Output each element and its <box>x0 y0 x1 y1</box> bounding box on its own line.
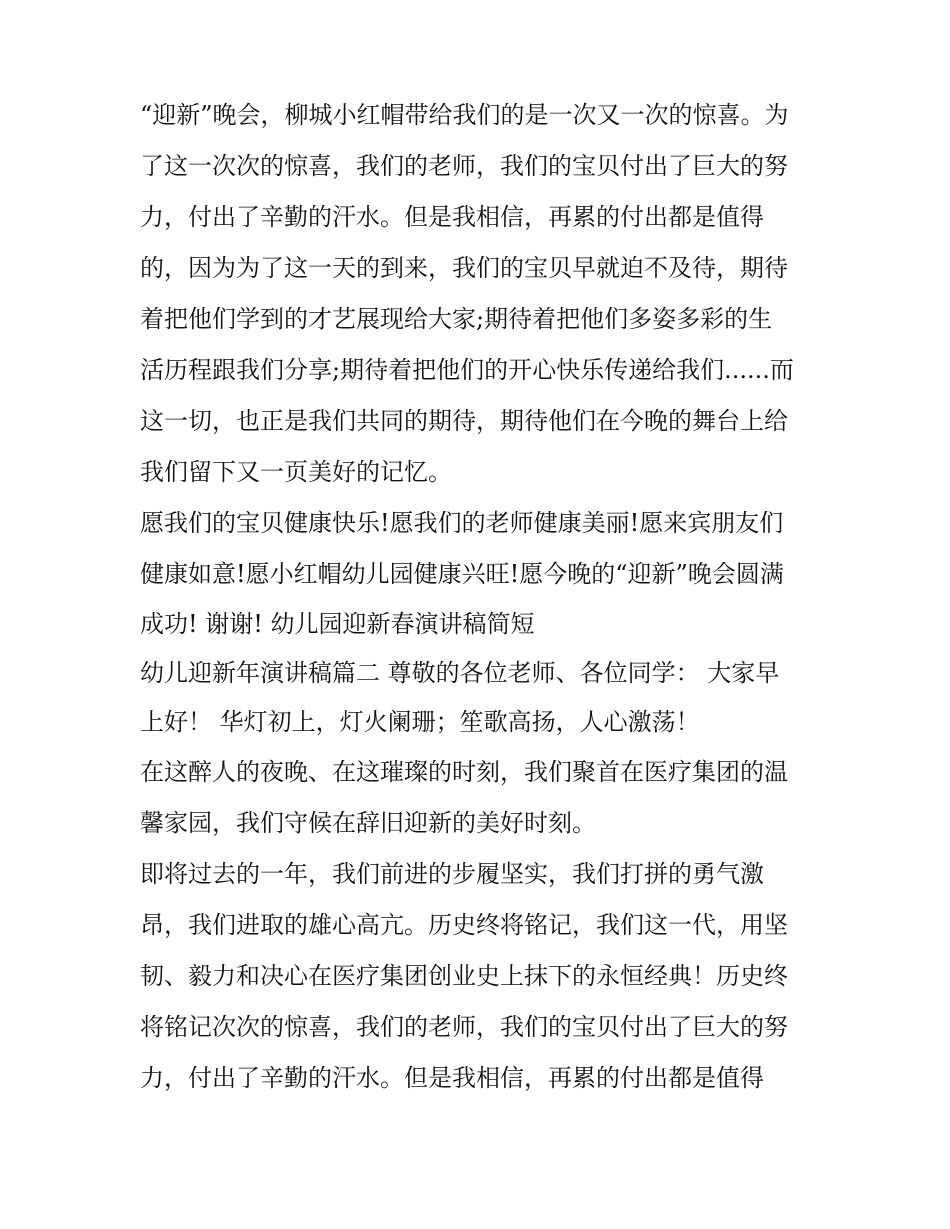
text-line: 幼儿迎新年演讲稿篇二 尊敬的各位老师、各位同学： 大家早 <box>140 659 780 687</box>
document-body <box>140 90 815 1104</box>
text-line: 上好！ 华灯初上，灯火阑珊；笙歌高扬，人心激荡！ <box>140 708 700 736</box>
text-line: 即将过去的一年，我们前进的步履坚实，我们打拼的勇气激 <box>140 860 764 888</box>
text-line: 活历程跟我们分享;期待着把他们的开心快乐传递给我们......而 <box>140 356 794 384</box>
text-line: 成功! 谢谢! 幼儿园迎新春演讲稿简短 <box>140 610 535 638</box>
text-line: 我们留下又一页美好的记忆。 <box>140 458 452 486</box>
text-line: 这一切，也正是我们共同的期待，期待他们在今晚的舞台上给 <box>140 407 788 435</box>
text-line: 将铭记次次的惊喜，我们的老师，我们的宝贝付出了巨大的努 <box>140 1013 788 1041</box>
text-line: 韧、毅力和决心在医疗集团创业史上抹下的永恒经典！历史终 <box>140 962 788 990</box>
text-line: 馨家园，我们守候在辞旧迎新的美好时刻。 <box>140 809 596 837</box>
text-line: “迎新”晚会，柳城小红帽带给我们的是一次又一次的惊喜。为 <box>140 101 789 129</box>
text-line: 在这醉人的夜晚、在这璀璨的时刻，我们聚首在医疗集团的温 <box>140 758 788 786</box>
text-line: 着把他们学到的才艺展现给大家;期待着把他们多姿多彩的生 <box>140 305 773 333</box>
text-line: 愿我们的宝贝健康快乐!愿我们的老师健康美丽!愿来宾朋友们 <box>140 509 784 537</box>
text-line: 力，付出了辛勤的汗水。但是我相信，再累的付出都是值得 <box>140 203 764 231</box>
text-line: 了这一次次的惊喜，我们的老师，我们的宝贝付出了巨大的努 <box>140 152 788 180</box>
text-line: 昂，我们进取的雄心高亢。历史终将铭记，我们这一代，用坚 <box>140 911 788 939</box>
text-line: 力，付出了辛勤的汗水。但是我相信，再累的付出都是值得 <box>140 1064 764 1092</box>
text-line: 健康如意!愿小红帽幼儿园健康兴旺!愿今晚的“迎新”晚会圆满 <box>140 560 784 588</box>
text-line: 的，因为为了这一天的到来，我们的宝贝早就迫不及待，期待 <box>140 254 788 282</box>
